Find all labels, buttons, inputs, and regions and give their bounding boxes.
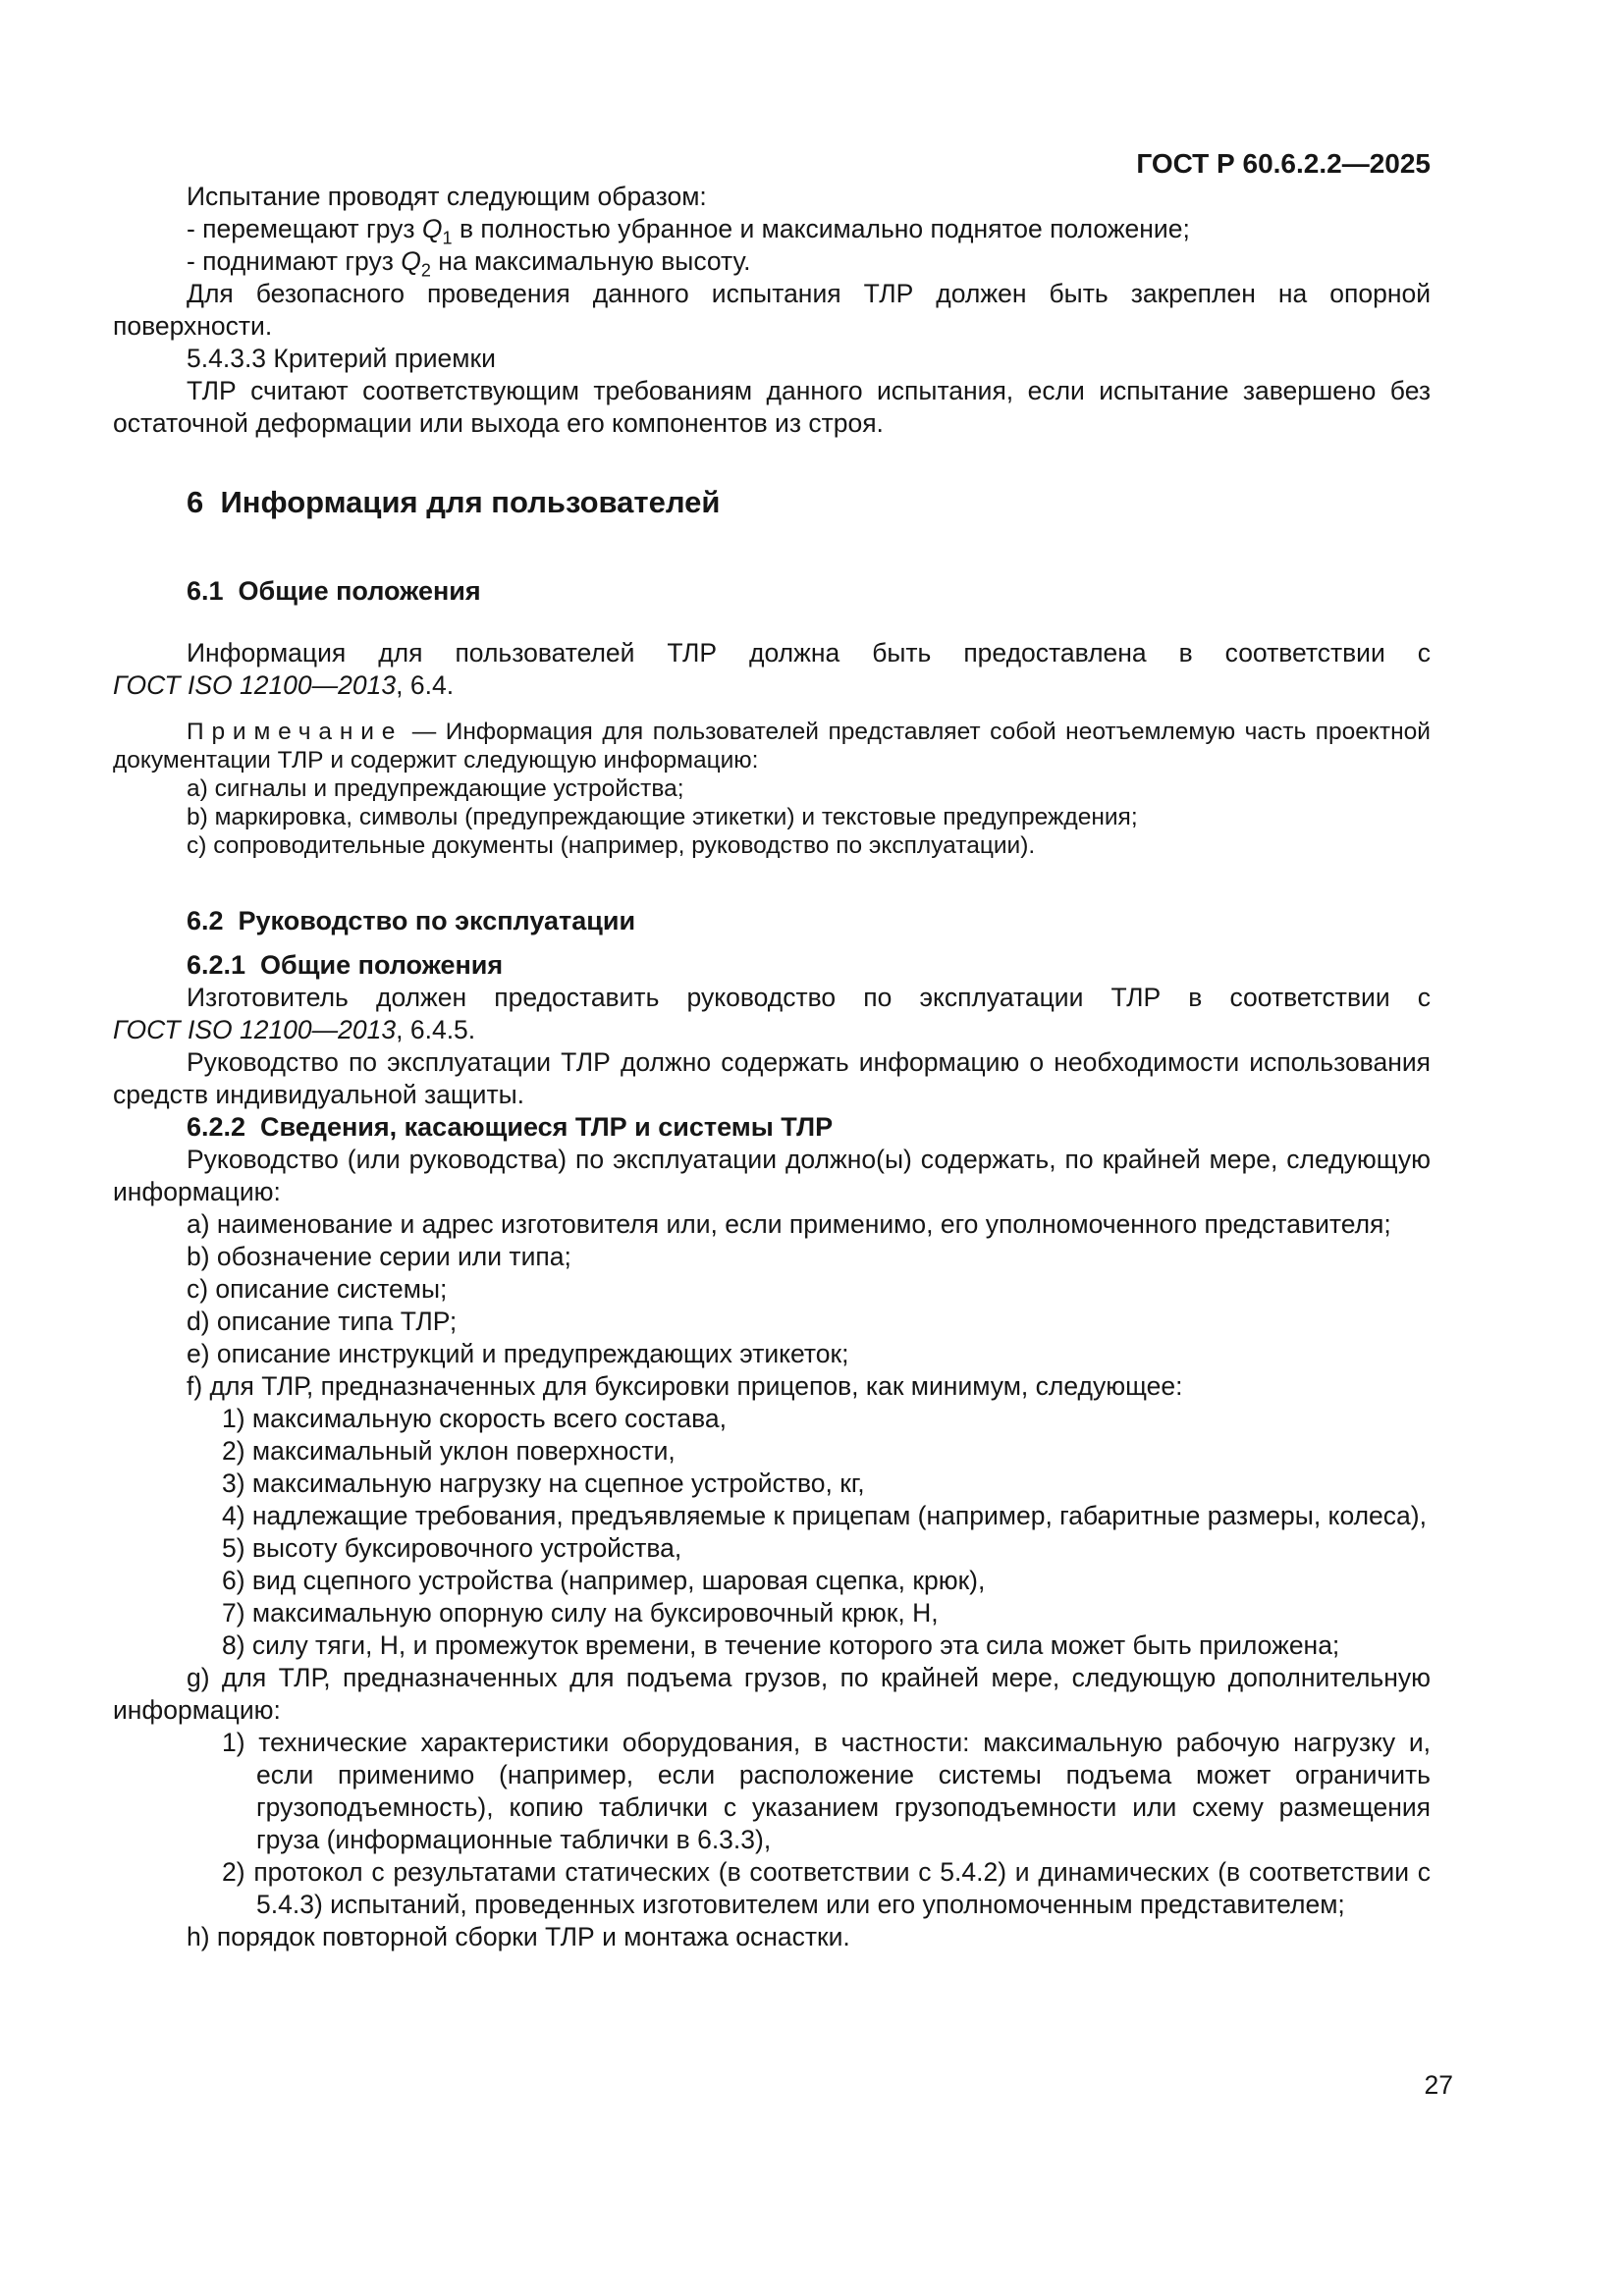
para-text: Изготовитель должен предоставить руководство по эксплуатации ТЛР в соответствии с [187, 983, 1431, 1012]
load-symbol: Q [421, 214, 443, 243]
load-symbol-subscript: 1 [442, 228, 453, 248]
note-label: Примечание [187, 719, 404, 745]
list-item-text: на максимальную высоту. [430, 246, 751, 276]
para-acceptance-criteria-text: ТЛР считают соответствующим требованиям данного испытания, если испытание завершено без остаточной деформации или выхода его компонентов из строя. [113, 376, 1431, 438]
list-item-h: h) порядок повторной сборки ТЛР и монтажа оснастки. [187, 1922, 850, 1951]
sub-item-f-8: 8) силу тяги, Н, и промежуток времени, в течение которого эта сила может быть приложена; [222, 1630, 1340, 1660]
section-title-6: 6 Информация для пользователей [187, 485, 721, 519]
note-item-c: c) сопроводительные документы (например, руководство по эксплуатации). [187, 832, 1036, 859]
gost-reference-clause: , 6.4. [396, 670, 455, 700]
para-manufacturer-manual [113, 982, 1431, 1046]
sub-item-g-1: 1) технические характеристики оборудования, в частности: максимальную рабочую нагрузку и, если применимо (например, если расположение системы подъема может ограничить грузоподъемность), копию таблички с указанием грузоподъемности или схему размещения груза (информационные таблички в 6.3.3), [222, 1728, 1431, 1854]
standard-code: ГОСТ Р 60.6.2.2—2025 [1136, 148, 1431, 179]
note-item-a: a) сигналы и предупреждающие устройства; [187, 775, 684, 802]
list-item-b: b) обозначение серии или типа; [187, 1242, 571, 1271]
section-title-6-2: 6.2 Руководство по эксплуатации [187, 906, 636, 935]
sub-item-f-7: 7) максимальную опорную силу на буксировочный крюк, Н, [222, 1598, 939, 1628]
list-item-f: f) для ТЛР, предназначенных для буксировки прицепов, как минимум, следующее: [187, 1371, 1183, 1401]
gost-reference-code: ГОСТ ISO 12100—2013 [113, 670, 397, 700]
para-text: Информация для пользователей ТЛР должна быть предоставлена в соответствии с [187, 638, 1431, 667]
list-item-text: - поднимают груз [187, 246, 402, 276]
page-number: 27 [1424, 2070, 1453, 2100]
note-item-b: b) маркировка, символы (предупреждающие этикетки) и текстовые предупреждения; [187, 804, 1138, 830]
load-symbol: Q [401, 246, 421, 276]
list-item-g: g) для ТЛР, предназначенных для подъема грузов, по крайней мере, следующую дополнительную информацию: [113, 1663, 1431, 1725]
para-user-information [113, 637, 1431, 702]
sub-item-f-1: 1) максимальную скорость всего состава, [222, 1404, 728, 1433]
note-paragraph [113, 718, 1431, 774]
gost-reference-code: ГОСТ ISO 12100—2013 [113, 1015, 397, 1044]
list-item-lift-load [113, 245, 1431, 281]
note-text: — Информация для пользователей представляет собой неотъемлемую часть проектной документации ТЛР и содержит следующую информацию: [113, 719, 1431, 774]
section-title-6-2-1: 6.2.1 Общие положения [187, 950, 504, 980]
sub-item-f-4: 4) надлежащие требования, предъявляемые к прицепам (например, габаритные размеры, колеса), [222, 1501, 1427, 1530]
list-item-c: c) описание системы; [187, 1274, 448, 1304]
gost-reference [113, 670, 454, 700]
section-title-6-1: 6.1 Общие положения [187, 576, 481, 606]
para-test-procedure: Испытание проводят следующим образом: [187, 182, 707, 211]
note-block [113, 718, 1431, 860]
section-title-6-2-2: 6.2.2 Сведения, касающиеся ТЛР и системы ТЛР [187, 1112, 834, 1142]
text-block [113, 0, 1431, 1953]
gost-reference [113, 1015, 475, 1044]
para-safety-fixing: Для безопасного проведения данного испытания ТЛР должен быть закреплен на опорной поверхности. [113, 279, 1431, 341]
gost-reference-clause: , 6.4.5. [396, 1015, 476, 1044]
sub-item-f-5: 5) высоту буксировочного устройства, [222, 1533, 682, 1563]
sub-item-f-2: 2) максимальный уклон поверхности, [222, 1436, 676, 1466]
sub-item-g-2: 2) протокол с результатами статических (в соответствии с 5.4.2) и динамических (в соответствии с 5.4.3) испытаний, проведенных изготовителем или его уполномоченным представителем; [222, 1857, 1431, 1919]
sub-item-f-3: 3) максимальную нагрузку на сцепное устройство, кг, [222, 1468, 865, 1498]
load-symbol-subscript: 2 [420, 260, 431, 281]
sub-item-f-6: 6) вид сцепного устройства (например, шаровая сцепка, крюк), [222, 1566, 986, 1595]
para-ppe-requirement: Руководство по эксплуатации ТЛР должно содержать информацию о необходимости использования средств индивидуальной защиты. [113, 1047, 1431, 1109]
para-manual-content: Руководство (или руководства) по эксплуатации должно(ы) содержать, по крайней мере, следующую информацию: [113, 1145, 1431, 1206]
list-item-text: в полностью убранное и максимально поднятое положение; [452, 214, 1190, 243]
list-item-move-load [113, 213, 1431, 248]
para-acceptance-criteria-number: 5.4.3.3 Критерий приемки [187, 344, 496, 373]
list-item-e: e) описание инструкций и предупреждающих этикеток; [187, 1339, 849, 1368]
list-item-a: a) наименование и адрес изготовителя или, если применимо, его уполномоченного представителя; [187, 1209, 1391, 1239]
list-item-text: - перемещают груз [187, 214, 422, 243]
list-item-d: d) описание типа ТЛР; [187, 1307, 458, 1336]
